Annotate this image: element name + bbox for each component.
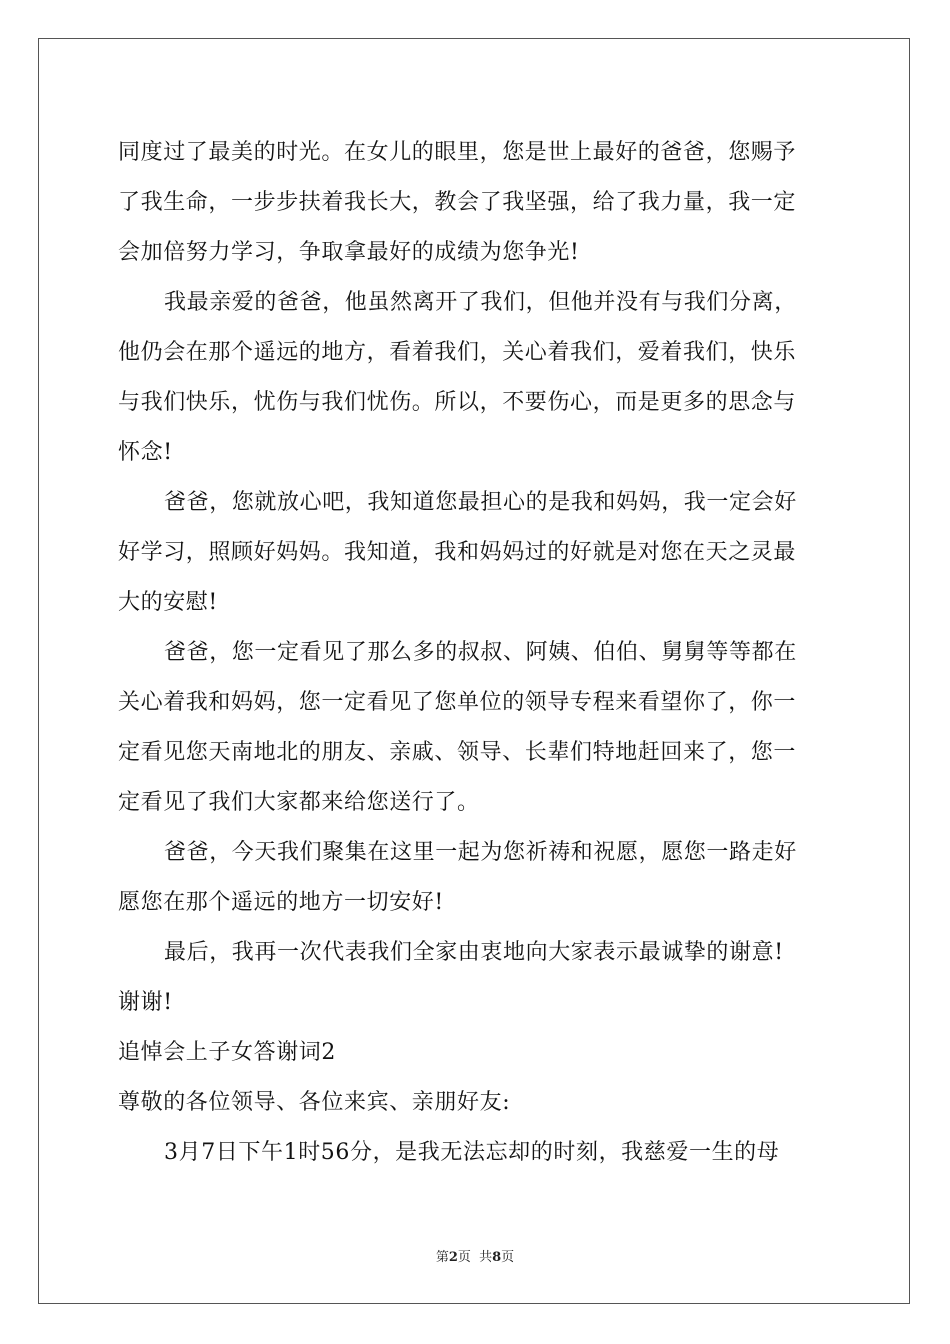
paragraph-start: 爸爸，您一定看见了那么多的叔叔、阿姨、伯伯、舅舅等等都在 — [164, 640, 797, 665]
total-unit: 页 — [501, 1250, 515, 1265]
salutation: 尊敬的各位领导、各位来宾、亲朋好友: — [118, 1090, 511, 1115]
text-line: 了我生命，一步步扶着我长大，教会了我坚强，给了我力量，我一定 — [118, 190, 797, 215]
total-page-number: 8 — [492, 1250, 502, 1265]
paragraph-start: 爸爸，今天我们聚集在这里一起为您祈祷和祝愿，愿您一路走好 — [164, 840, 797, 865]
text-line: 定看见了我们大家都来给您送行了。 — [118, 790, 480, 815]
paragraph-start: 我最亲爱的爸爸，他虽然离开了我们，但他并没有与我们分离， — [164, 290, 797, 315]
paragraph-start: 最后，我再一次代表我们全家由衷地向大家表示最诚挚的谢意! — [164, 940, 784, 965]
text-line: 愿您在那个遥远的地方一切安好! — [118, 890, 444, 915]
document-body — [118, 128, 834, 1178]
total-prefix: 共 — [479, 1250, 493, 1265]
paragraph-start: 3月7日下午1时56分，是我无法忘却的时刻，我慈爱一生的母 — [164, 1140, 780, 1165]
text-line: 会加倍努力学习，争取拿最好的成绩为您争光! — [118, 240, 580, 265]
text-line: 怀念! — [118, 440, 173, 465]
text-line: 与我们快乐，忧伤与我们忧伤。所以，不要伤心，而是更多的思念与 — [118, 390, 797, 415]
page-prefix: 第 — [435, 1250, 449, 1265]
text-line: 关心着我和妈妈，您一定看见了您单位的领导专程来看望你了，你一 — [118, 690, 797, 715]
paragraph-start: 爸爸，您就放心吧，我知道您最担心的是我和妈妈，我一定会好 — [164, 490, 797, 515]
page-footer — [0, 1246, 950, 1265]
text-line: 谢谢! — [118, 990, 173, 1015]
section-heading: 追悼会上子女答谢词2 — [118, 1040, 336, 1065]
text-line: 定看见您天南地北的朋友、亲戚、领导、长辈们特地赶回来了，您一 — [118, 740, 797, 765]
current-page-number: 2 — [448, 1250, 458, 1265]
page-unit: 页 — [457, 1250, 471, 1265]
text-line: 同度过了最美的时光。在女儿的眼里，您是世上最好的爸爸，您赐予 — [118, 140, 797, 165]
text-line: 他仍会在那个遥远的地方，看着我们，关心着我们，爱着我们，快乐 — [118, 340, 797, 365]
text-line: 好学习，照顾好妈妈。我知道，我和妈妈过的好就是对您在天之灵最 — [118, 540, 797, 565]
text-line: 大的安慰! — [118, 590, 218, 615]
